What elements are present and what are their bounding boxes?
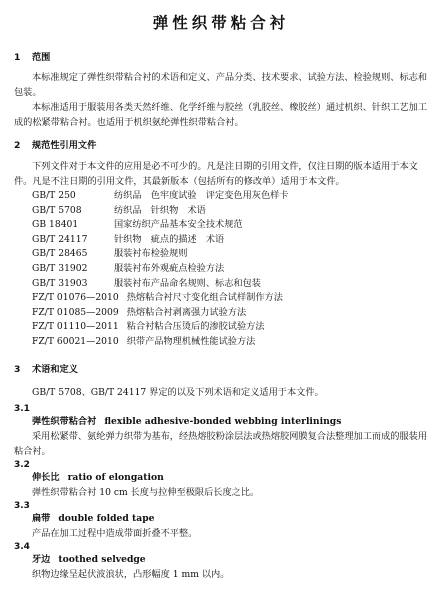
references-list xyxy=(14,189,428,350)
list-item: GB/T 28465 服装衬布检验规则 xyxy=(32,248,188,260)
term-number: 3.4 xyxy=(14,541,30,552)
list-item: FZ/T 01085—2009 热熔粘合衬剥离强力试验方法 xyxy=(32,306,247,318)
terms-intro: GB/T 5708、GB/T 24117 界定的以及下列术语和定义适用于本文件。 xyxy=(32,386,324,398)
term-heading: 弹性织带粘合衬 flexible adhesive-bonded webbing interlinings xyxy=(32,415,342,427)
list-item: FZ/T 60021—2010 织带产品物理机械性能试验方法 xyxy=(32,335,256,347)
section-heading-terms: 3 术语和定义 xyxy=(14,363,78,375)
list-item: GB/T 31902 服装衬布外观疵点检验方法 xyxy=(32,262,225,274)
term-definition: 采用松紧带、氨纶弹力织带为基布，经热熔胶粉涂层法或热熔胶网膜复合法整理加工而成的服装用粘合衬。 xyxy=(14,430,428,457)
term-number: 3.2 xyxy=(14,459,30,470)
section-heading-references: 2 规范性引用文件 xyxy=(14,140,97,151)
references-intro: 下列文件对于本文件的应用是必不可少的。凡是注日期的引用文件，仅注日期的版本适用于本文件。凡是不注日期的引用文件，其最新版本（包括所有的修改单）适用于本文件。 xyxy=(14,161,418,187)
list-item: GB/T 5708 纺织品 针织物 术语 xyxy=(32,204,206,216)
list-item: GB/T 250 纺织品 色牢度试验 评定变色用灰色样卡 xyxy=(32,190,289,201)
list-item: GB/T 31903 服装衬布产品命名规则、标志和包装 xyxy=(32,277,261,289)
term-heading: 扁带 double folded tape xyxy=(32,512,155,524)
scope-paragraph-2: 本标准适用于服装用各类天然纤维、化学纤维与胶丝（乳胶丝、橡胶丝）通过机织、针织工艺加工成的松紧带粘合衬。也适用于机织氨纶弹性织带粘合衬。 xyxy=(14,102,428,128)
document-title: 弹性织带粘合衬 xyxy=(152,13,290,32)
term-definition: 产品在加工过程中造成带面折叠不平整。 xyxy=(32,527,198,539)
term-heading: 牙边 toothed selvedge xyxy=(32,553,146,565)
term-heading: 伸长比 ratio of elongation xyxy=(32,471,164,483)
list-item: FZ/T 01110—2011 粘合衬粘合压烫后的渗胶试验方法 xyxy=(32,321,265,333)
term-number: 3.1 xyxy=(14,403,30,414)
term-definition: 弹性织带粘合衬 10 cm 长度与拉伸至极限后长度之比。 xyxy=(32,486,260,498)
term-number: 3.3 xyxy=(14,500,30,511)
list-item: GB 18401 国家纺织产品基本安全技术规范 xyxy=(32,219,243,231)
list-item: GB/T 24117 针织物 疵点的描述 术语 xyxy=(32,233,225,245)
list-item: FZ/T 01076—2010 热熔粘合衬尺寸变化组合试样制作方法 xyxy=(32,292,283,304)
section-heading-scope: 1 范围 xyxy=(14,52,51,63)
term-definition: 织物边缘呈起伏波浪状，凸形幅度 1 mm 以内。 xyxy=(32,568,230,580)
scope-paragraph-1: 本标准规定了弹性织带粘合衬的术语和定义、产品分类、技术要求、试验方法、检验规则、标志和包装。 xyxy=(14,72,428,98)
